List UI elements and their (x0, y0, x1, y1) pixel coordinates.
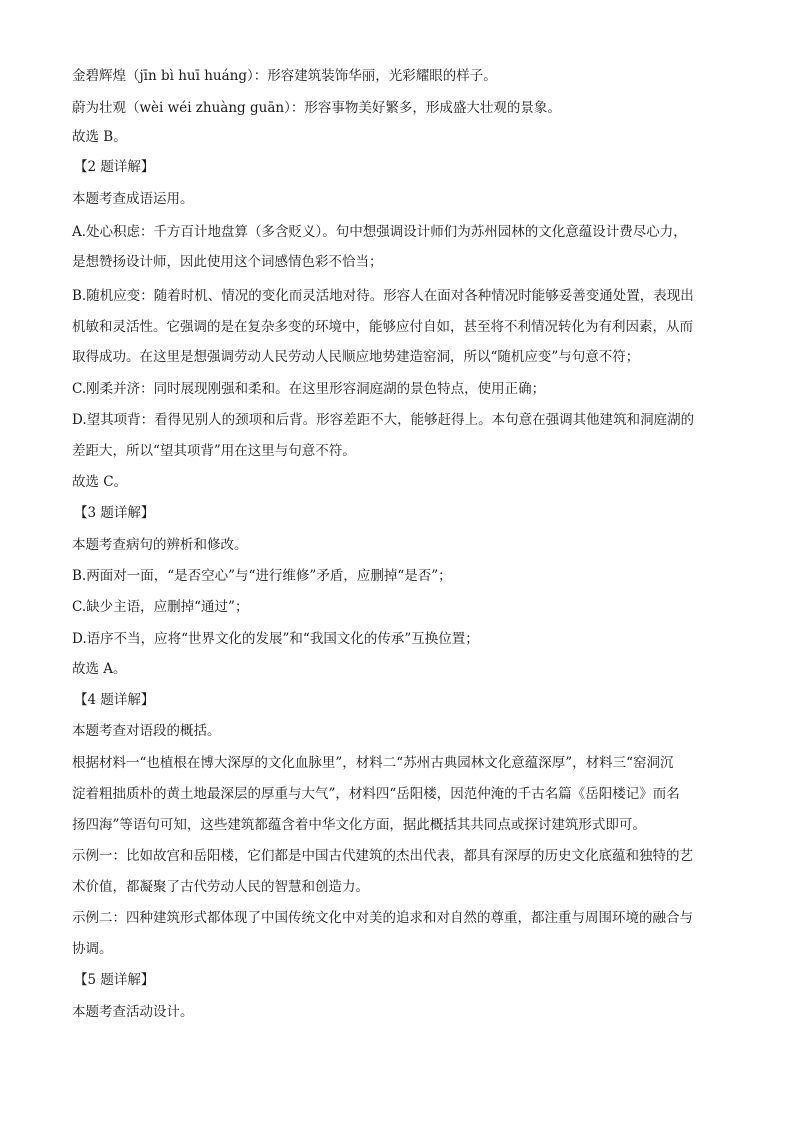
paragraph-line: B.随机应变：随着时机、情况的变化而灵活地对待。形容人在面对各种情况时能够妥善变通处置，表现出 (72, 288, 694, 304)
paragraph-line: 本题考查活动设计。 (72, 1004, 194, 1020)
paragraph-line: D.语序不当，应将“世界文化的发展”和“我国文化的传承”互换位置； (72, 631, 479, 647)
paragraph-line: 扬四海”等语句可知，这些建筑都蕴含着中华文化方面，据此概括其共同点或探讨建筑形式即可。 (72, 817, 646, 833)
paragraph-line: D.望其项背：看得见别人的颈项和后背。形容差距不大，能够赶得上。本句意在强调其他建筑和洞庭湖的 (72, 412, 695, 428)
paragraph-line: 机敏和灵活性。它强调的是在复杂多变的环境中，能够应付自如，甚至将不利情况转化为有利因素，从而 (72, 319, 693, 335)
answer-line: 故选 C。 (72, 474, 128, 490)
paragraph-line: 本题考查成语运用。 (72, 191, 194, 207)
paragraph-line: 是想赞扬设计师，因此使用这个词感情色彩不恰当； (72, 254, 383, 270)
answer-line: 故选 A。 (72, 661, 127, 677)
paragraph-line: 根据材料一“也植根在博大深厚的文化血脉里”，材料二“苏州古典园林文化意蕴深厚”，材料三“窑洞沉 (72, 755, 674, 771)
paragraph-line: 淀着粗拙质朴的黄土地最深层的厚重与大气”，材料四“岳阳楼，因范仲淹的千古名篇《岳阳楼记》而名 (72, 786, 680, 802)
paragraph-line: 术价值，都凝聚了古代劳动人民的智慧和创造力。 (72, 879, 369, 895)
paragraph-line: 本题考查对语段的概括。 (72, 723, 221, 739)
section-heading-4: 【4 题详解】 (74, 692, 155, 708)
pinyin-entry-jinbihuihuang: 金碧辉煌（jīn bì huī huáng）：形容建筑装饰华丽，光彩耀眼的样子。 (72, 68, 497, 84)
paragraph-line: 本题考查病句的辨析和修改。 (72, 537, 248, 553)
paragraph-line: C.缺少主语，应删掉“通过”； (72, 599, 249, 615)
answer-line: 故选 B。 (72, 129, 127, 145)
paragraph-line: B.两面对一面，“是否空心”与“进行维修”矛盾，应删掉“是否”； (72, 568, 452, 584)
section-heading-5: 【5 题详解】 (74, 972, 155, 988)
paragraph-line: 取得成功。在这里是想强调劳动人民劳动人民顺应地势建造窑洞，所以“随机应变”与句意不符； (72, 349, 640, 365)
paragraph-line: 示例一：比如故宫和岳阳楼，它们都是中国古代建筑的杰出代表，都具有深厚的历史文化底蕴和独特的艺 (72, 848, 693, 864)
paragraph-line: 示例二：四种建筑形式都体现了中国传统文化中对美的追求和对自然的尊重，都注重与周围环境的融合与 (72, 910, 693, 926)
section-heading-3: 【3 题详解】 (74, 505, 155, 521)
paragraph-line: 差距大，所以“望其项背”用在这里与句意不符。 (72, 443, 356, 459)
paragraph-line: 协调。 (72, 941, 113, 957)
paragraph-line: C.刚柔并济：同时展现刚强和柔和。在这里形容洞庭湖的景色特点，使用正确； (72, 381, 546, 397)
pinyin-entry-weiweizhuangguan: 蔚为壮观（wèi wéi zhuàng guān）：形容事物美好繁多，形成盛大壮观的景象。 (72, 100, 561, 116)
paragraph-line: A.处心积虑：千方百计地盘算（多含贬义）。句中想强调设计师们为苏州园林的文化意蕴设计费尽心力， (72, 224, 687, 240)
section-heading-2: 【2 题详解】 (74, 159, 155, 175)
